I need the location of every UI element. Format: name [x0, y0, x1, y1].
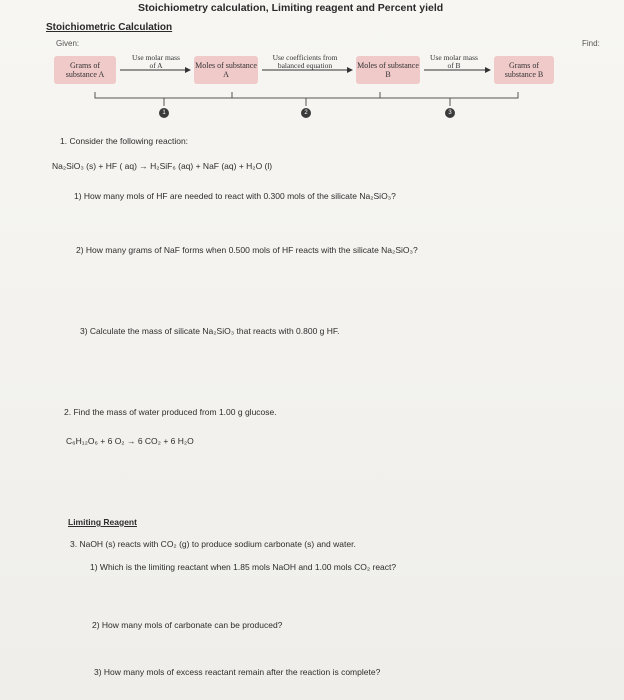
q1-sub2: 2) How many grams of NaF forms when 0.500 mols of HF reacts with the silicate Na₂SiO₃? — [76, 245, 418, 255]
q1-sub1: 1) How many mols of HF are needed to react with 0.300 mols of the silicate Na₂SiO₃? — [74, 191, 396, 201]
section-heading-stoichiometric: Stoichiometric Calculation — [46, 22, 173, 33]
step-number-2-icon: 2 — [301, 108, 311, 118]
q3-sub2: 2) How many mols of carbonate can be produced? — [92, 620, 283, 630]
flow-box-grams-b: Grams of substance B — [494, 56, 554, 84]
page-title: Stoichiometry calculation, Limiting reagent and Percent yield — [138, 2, 444, 14]
flow-box-moles-b: Moles of substance B — [356, 56, 420, 84]
flow-step-molar-mass-b: Use molar mass of B — [430, 53, 478, 70]
q3-sub1: 1) Which is the limiting reactant when 1.85 mols NaOH and 1.00 mols CO₂ react? — [90, 562, 397, 572]
q2-reaction: C₆H₁₂O₆ + 6 O₂ → 6 CO₂ + 6 H₂O — [66, 436, 194, 446]
flow-step-coefficients: Use coefficients from balanced equation — [272, 53, 338, 70]
flow-box-grams-a: Grams of substance A — [54, 56, 116, 84]
step-number-1-icon: 1 — [159, 108, 169, 118]
flowchart-arrows — [0, 0, 624, 130]
q2-intro: 2. Find the mass of water produced from 1.00 g glucose. — [64, 407, 277, 417]
limiting-reagent-heading: Limiting Reagent — [68, 517, 137, 527]
q1-sub3: 3) Calculate the mass of silicate Na₂SiO₃ that reacts with 0.800 g HF. — [80, 326, 340, 336]
q1-reaction: Na₂SiO₃ (s) + HF ( aq) → H₂SiF₆ (aq) + NaF (aq) + H₂O (l) — [52, 161, 273, 171]
flow-box-moles-a: Moles of substance A — [194, 56, 258, 84]
q3-intro: 3. NaOH (s) reacts with CO₂ (g) to produce sodium carbonate (s) and water. — [70, 539, 356, 549]
q1-intro: 1. Consider the following reaction: — [60, 136, 189, 146]
q3-sub3: 3) How many mols of excess reactant remain after the reaction is complete? — [94, 667, 381, 677]
find-label: Find: — [582, 39, 600, 48]
step-number-3-icon: 3 — [445, 108, 455, 118]
flow-step-molar-mass-a: Use molar mass of A — [132, 53, 180, 70]
given-label: Given: — [56, 39, 80, 48]
